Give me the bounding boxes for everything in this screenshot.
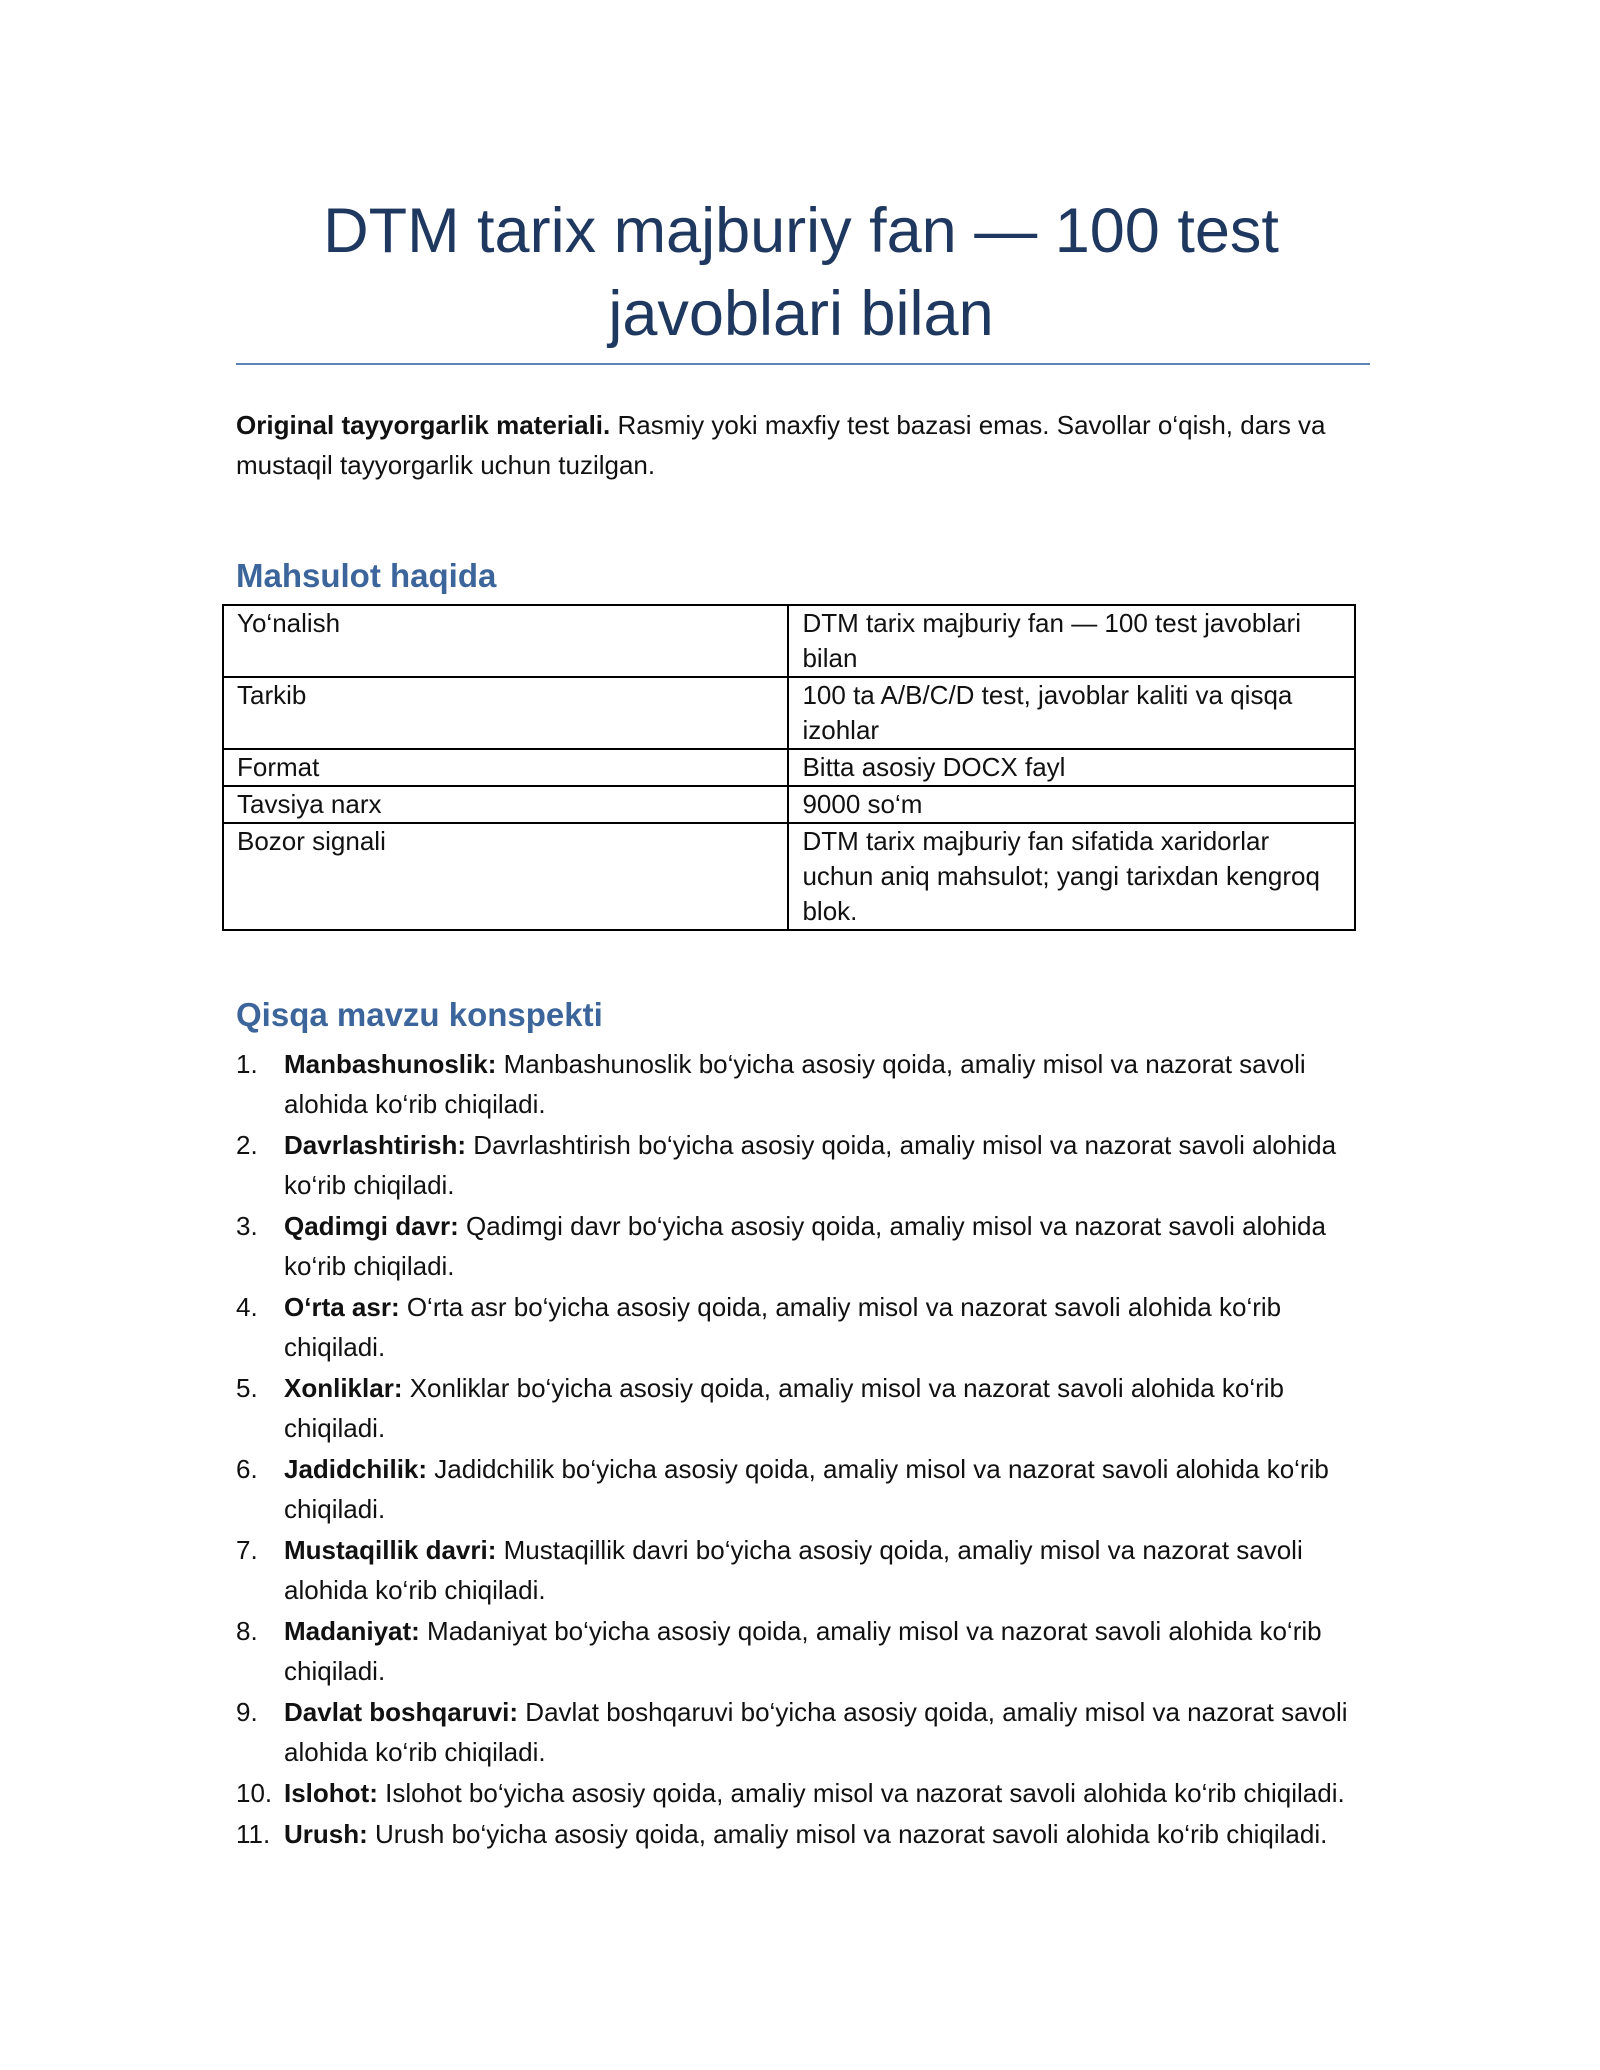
title-underline: [236, 363, 1370, 365]
list-item: [236, 1125, 1366, 1205]
list-item-number: 9.: [236, 1697, 258, 1727]
list-item-text: Madaniyat bo‘yicha asosiy qoida, amaliy misol va nazorat savoli alohida ko‘rib chiqiladi.: [284, 1616, 1322, 1686]
list-item-term: Qadimgi davr:: [284, 1211, 459, 1241]
topics-list: [236, 1044, 1366, 1855]
intro-text: Rasmiy yoki maxfiy test bazasi emas. Savollar o‘qish, dars va mustaqil tayyorgarlik uchun tuzilgan.: [236, 410, 1326, 480]
table-cell-key: Bozor signali: [223, 823, 788, 930]
list-item-number: 8.: [236, 1616, 258, 1646]
table-cell-value: DTM tarix majburiy fan — 100 test javoblari bilan: [788, 605, 1355, 677]
table-row: [223, 823, 1355, 930]
list-item-text: Jadidchilik bo‘yicha asosiy qoida, amaliy misol va nazorat savoli alohida ko‘rib chiqiladi.: [284, 1454, 1329, 1524]
list-item-text: Islohot bo‘yicha asosiy qoida, amaliy misol va nazorat savoli alohida ko‘rib chiqiladi.: [377, 1778, 1345, 1808]
product-info-table: [222, 604, 1356, 931]
list-item-number: 3.: [236, 1211, 258, 1241]
list-item-text: Davrlashtirish bo‘yicha asosiy qoida, amaliy misol va nazorat savoli alohida ko‘rib chiqiladi.: [284, 1130, 1337, 1200]
product-section-heading: Mahsulot haqida: [236, 557, 497, 594]
table-cell-value: Bitta asosiy DOCX fayl: [788, 749, 1355, 786]
list-item: [236, 1692, 1366, 1772]
document-title: DTM tarix majburiy fan — 100 test javoblari bilan: [323, 196, 1279, 349]
table-cell-value: DTM tarix majburiy fan sifatida xaridorlar uchun aniq mahsulot; yangi tarixdan kengroq blok.: [788, 823, 1355, 930]
table-cell-value: 100 ta A/B/C/D test, javoblar kaliti va qisqa izohlar: [788, 677, 1355, 749]
list-item-number: 11.: [236, 1819, 271, 1849]
list-item: [236, 1044, 1366, 1124]
table-cell-key: Tavsiya narx: [223, 786, 788, 823]
table-row: [223, 749, 1355, 786]
table-row: [223, 786, 1355, 823]
list-item: [236, 1449, 1366, 1529]
list-item-text: O‘rta asr bo‘yicha asosiy qoida, amaliy misol va nazorat savoli alohida ko‘rib chiqiladi.: [284, 1292, 1282, 1362]
list-item-number: 1.: [236, 1049, 258, 1079]
list-item-text: Urush bo‘yicha asosiy qoida, amaliy misol va nazorat savoli alohida ko‘rib chiqiladi.: [367, 1819, 1328, 1849]
list-item-term: Davrlashtirish:: [284, 1130, 467, 1160]
list-item-number: 2.: [236, 1130, 258, 1160]
list-item-number: 7.: [236, 1535, 258, 1565]
list-item-number: 6.: [236, 1454, 258, 1484]
intro-paragraph: [236, 405, 1356, 485]
table-cell-key: Tarkib: [223, 677, 788, 749]
list-item: [236, 1530, 1366, 1610]
list-item-term: Jadidchilik:: [284, 1454, 428, 1484]
list-item-text: Manbashunoslik bo‘yicha asosiy qoida, amaliy misol va nazorat savoli alohida ko‘rib chiqiladi.: [284, 1049, 1306, 1119]
table-cell-value: 9000 so‘m: [788, 786, 1355, 823]
list-item: [236, 1287, 1366, 1367]
list-item-term: Urush:: [284, 1819, 368, 1849]
table-row: [223, 605, 1355, 677]
list-item: [236, 1814, 1366, 1854]
table-cell-key: Format: [223, 749, 788, 786]
list-item-number: 5.: [236, 1373, 258, 1403]
list-item-text: Mustaqillik davri bo‘yicha asosiy qoida, amaliy misol va nazorat savoli alohida ko‘rib chiqiladi.: [284, 1535, 1303, 1605]
list-item-term: Islohot:: [284, 1778, 378, 1808]
list-item: [236, 1773, 1366, 1813]
table-cell-key: Yo‘nalish: [223, 605, 788, 677]
list-item: [236, 1368, 1366, 1448]
list-item-number: 4.: [236, 1292, 258, 1322]
list-item-text: Davlat boshqaruvi bo‘yicha asosiy qoida, amaliy misol va nazorat savoli alohida ko‘rib chiqiladi.: [284, 1697, 1348, 1767]
list-item-term: Mustaqillik davri:: [284, 1535, 497, 1565]
list-item-term: Madaniyat:: [284, 1616, 420, 1646]
list-item-text: Qadimgi davr bo‘yicha asosiy qoida, amaliy misol va nazorat savoli alohida ko‘rib chiqiladi.: [284, 1211, 1326, 1281]
list-item-term: Davlat boshqaruvi:: [284, 1697, 519, 1727]
intro-bold-lead: Original tayyorgarlik materiali.: [236, 410, 611, 440]
list-item-term: Manbashunoslik:: [284, 1049, 497, 1079]
list-item-term: Xonliklar:: [284, 1373, 403, 1403]
list-item-number: 10.: [236, 1778, 273, 1808]
topics-section-heading: Qisqa mavzu konspekti: [236, 996, 603, 1033]
list-item: [236, 1206, 1366, 1286]
table-row: [223, 677, 1355, 749]
list-item: [236, 1611, 1366, 1691]
list-item-text: Xonliklar bo‘yicha asosiy qoida, amaliy misol va nazorat savoli alohida ko‘rib chiqiladi.: [284, 1373, 1285, 1443]
list-item-term: O‘rta asr:: [284, 1292, 400, 1322]
